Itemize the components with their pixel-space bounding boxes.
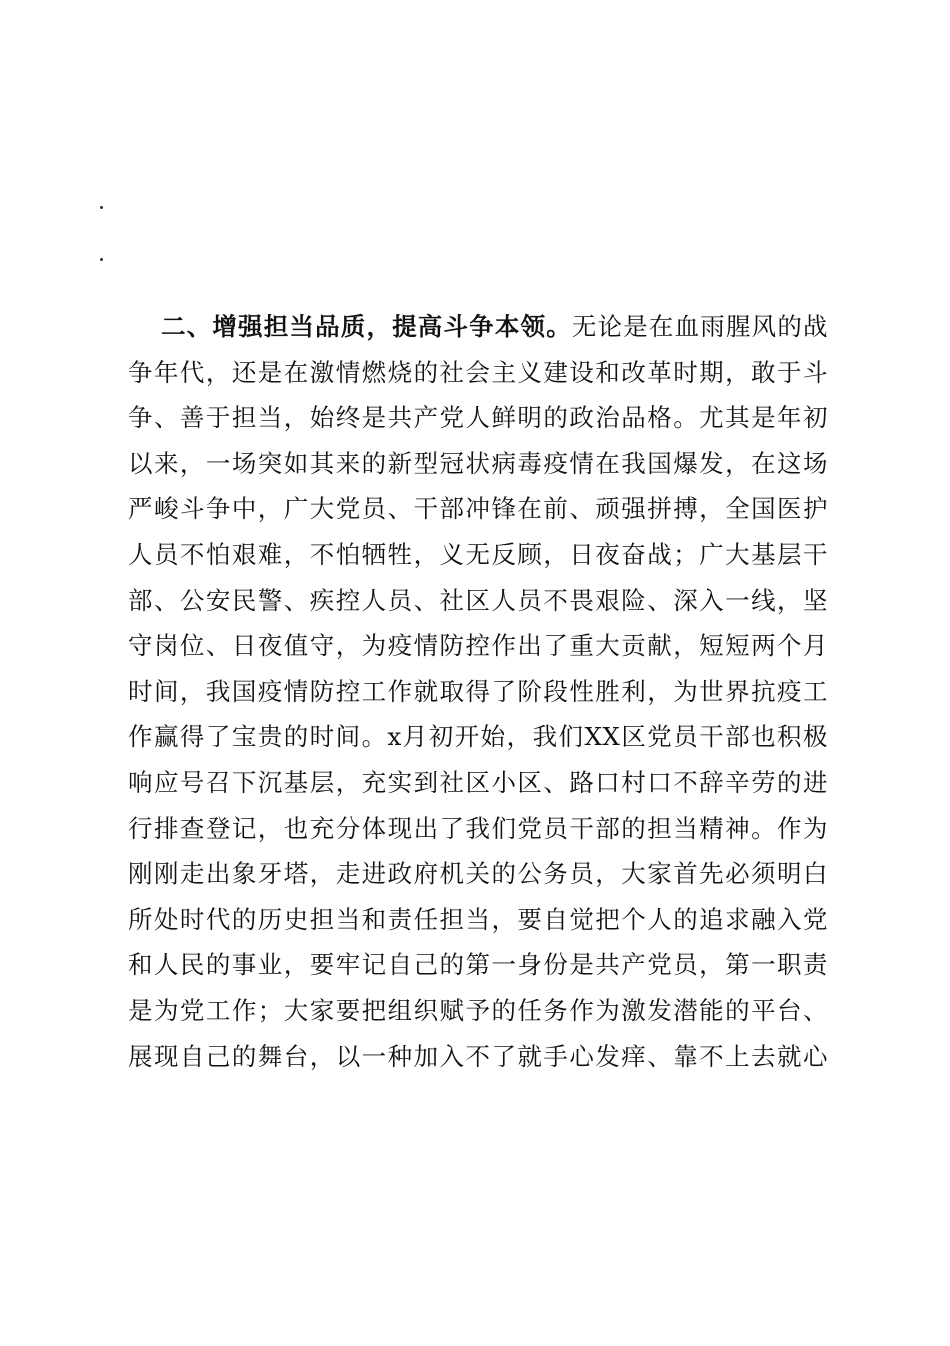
paragraph-line: 部、公安民警、疾控人员、社区人员不畏艰险、深入一线，坚 [128, 585, 828, 615]
paragraph-line: 守岗位、日夜值守，为疫情防控作出了重大贡献，短短两个月 [128, 631, 828, 661]
paragraph-line [128, 304, 828, 350]
paragraph-line: 所处时代的历史担当和责任担当，要自觉把个人的追求融入党 [128, 904, 828, 934]
paragraph-line: 展现自己的舞台，以一种加入不了就手心发痒、靠不上去就心 [128, 1041, 828, 1071]
paragraph-line: 人员不怕艰难，不怕牺牲，义无反顾，日夜奋战；广大基层干 [128, 539, 828, 569]
paragraph-line: 刚刚走出象牙塔，走进政府机关的公务员，大家首先必须明白 [128, 859, 828, 889]
body-paragraph [128, 304, 828, 1079]
paragraph-line: 是为党工作；大家要把组织赋予的任务作为激发潜能的平台、 [128, 995, 828, 1025]
margin-dot [100, 258, 103, 261]
paragraph-line: 行排查登记，也充分体现出了我们党员干部的担当精神。作为 [128, 813, 828, 843]
paragraph-line: 作赢得了宝贵的时间。x月初开始，我们XX区党员干部也积极 [128, 722, 828, 752]
heading-continuation: 无论是在血雨腥风的战 [571, 312, 829, 341]
paragraph-line: 严峻斗争中，广大党员、干部冲锋在前、顽强拼搏，全国医护 [128, 494, 828, 524]
paragraph-line: 以来，一场突如其来的新型冠状病毒疫情在我国爆发，在这场 [128, 448, 828, 478]
paragraph-line: 和人民的事业，要牢记自己的第一身份是共产党员，第一职责 [128, 950, 828, 980]
paragraph-line: 争年代，还是在激情燃烧的社会主义建设和改革时期，敢于斗 [128, 357, 828, 387]
margin-dot [100, 206, 103, 209]
section-heading: 二、增强担当品质，提高斗争本领。 [161, 312, 572, 341]
paragraph-line: 时间，我国疫情防控工作就取得了阶段性胜利，为世界抗疫工 [128, 676, 828, 706]
paragraph-line: 响应号召下沉基层，充实到社区小区、路口村口不辞辛劳的进 [128, 767, 828, 797]
paragraph-line: 争、善于担当，始终是共产党人鲜明的政治品格。尤其是年初 [128, 403, 828, 433]
